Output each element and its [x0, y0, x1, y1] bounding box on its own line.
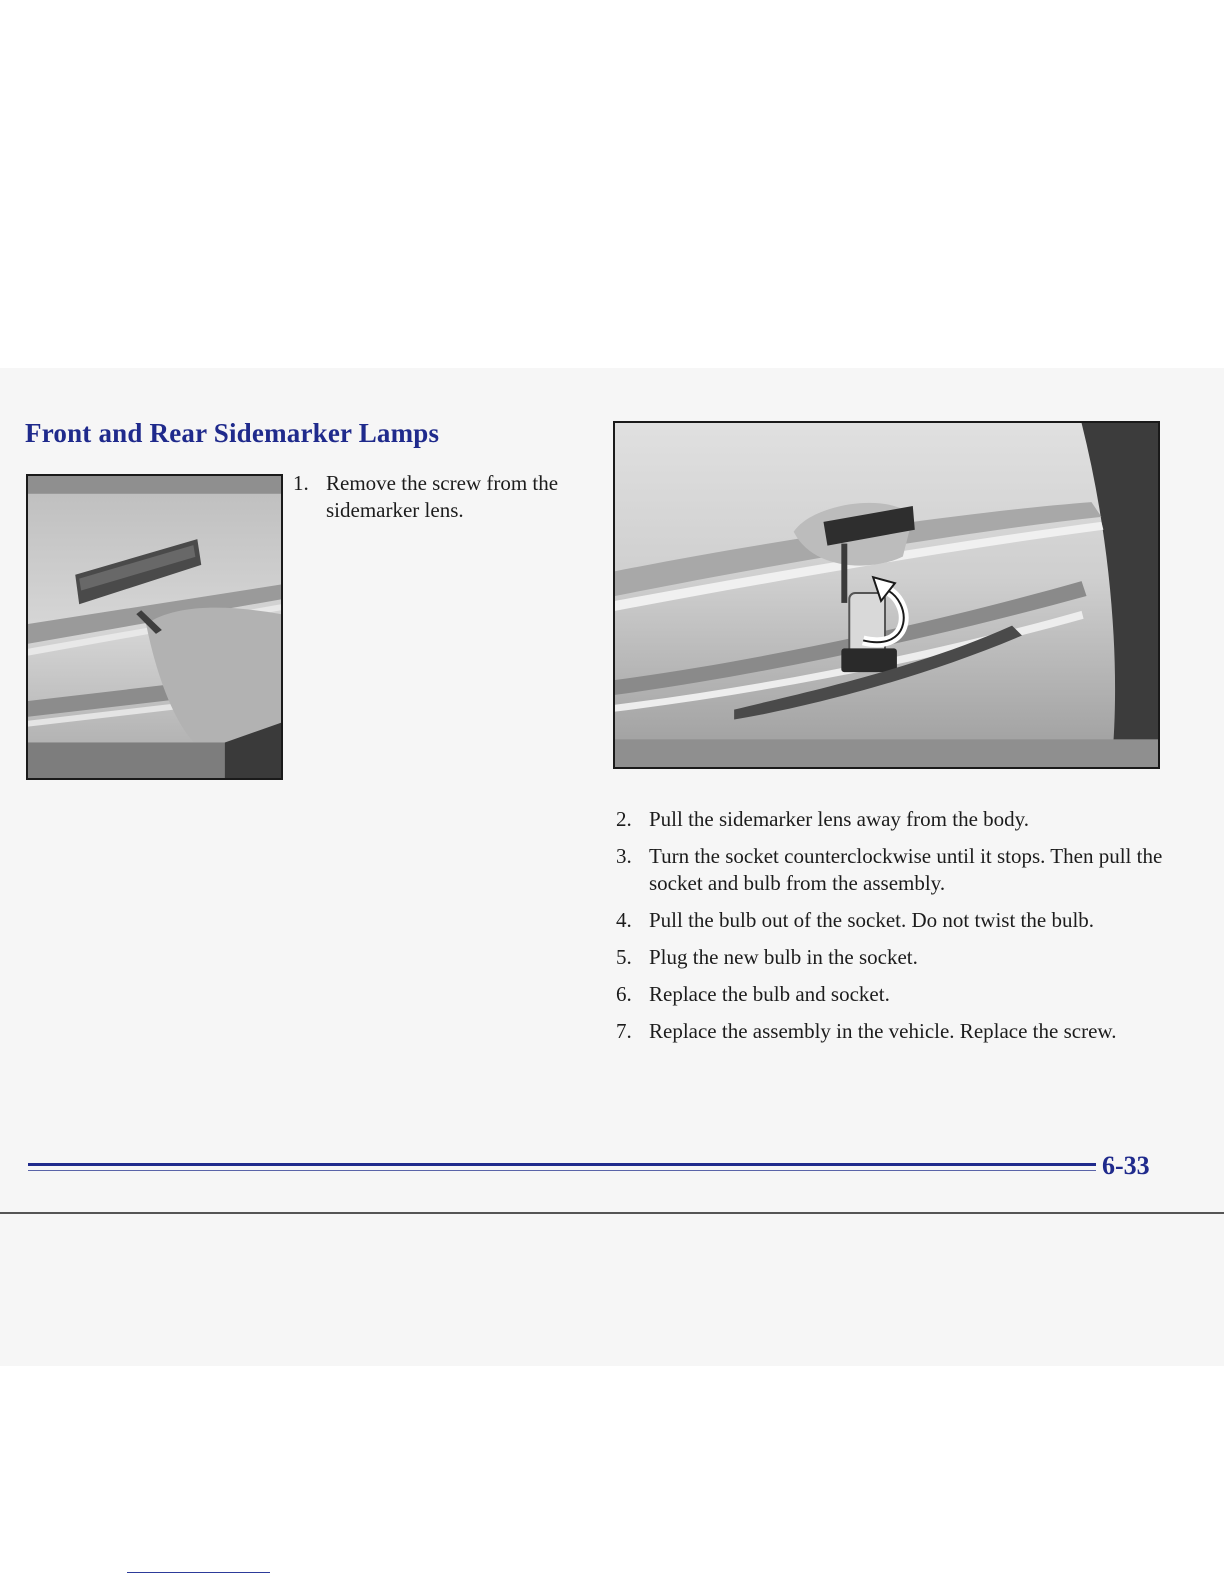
step-4	[616, 907, 1176, 934]
page-number: 6-33	[1102, 1151, 1150, 1180]
footer-rule	[28, 1163, 1096, 1166]
step-1	[293, 470, 593, 524]
step-number: 4.	[616, 908, 632, 932]
step-text: Turn the socket counterclockwise until it stops. Then pull the socket and bulb from the assembly.	[649, 844, 1163, 895]
step-text: Replace the bulb and socket.	[649, 982, 890, 1006]
step-text: Pull the sidemarker lens away from the body.	[649, 807, 1030, 831]
step-number: 5.	[616, 945, 632, 969]
footer-rule-thin	[28, 1170, 1096, 1171]
step-text: Pull the bulb out of the socket. Do not twist the bulb.	[649, 908, 1095, 932]
step-text: Replace the assembly in the vehicle. Replace the screw.	[649, 1019, 1117, 1043]
step-6	[616, 981, 1176, 1008]
step-number: 1.	[293, 471, 309, 495]
step-2	[616, 806, 1176, 833]
sidemarker-screw-illustration	[28, 476, 281, 778]
step-5	[616, 944, 1176, 971]
step-number: 2.	[616, 807, 632, 831]
step-number: 3.	[616, 844, 632, 868]
corner-line	[127, 1572, 270, 1573]
step-number: 6.	[616, 982, 632, 1006]
socket-removal-photo	[613, 421, 1160, 769]
socket-removal-illustration	[615, 423, 1158, 767]
step-7	[616, 1018, 1176, 1045]
step-text: Remove the screw from the sidemarker lens.	[326, 471, 559, 522]
sidemarker-screw-photo	[26, 474, 283, 780]
section-title: Front and Rear Sidemarker Lamps	[25, 418, 440, 448]
step-text: Plug the new bulb in the socket.	[649, 945, 918, 969]
step-3	[616, 843, 1176, 897]
step-number: 7.	[616, 1019, 632, 1043]
instruction-list	[616, 806, 1176, 1055]
scan-edge-line	[0, 1212, 1224, 1214]
